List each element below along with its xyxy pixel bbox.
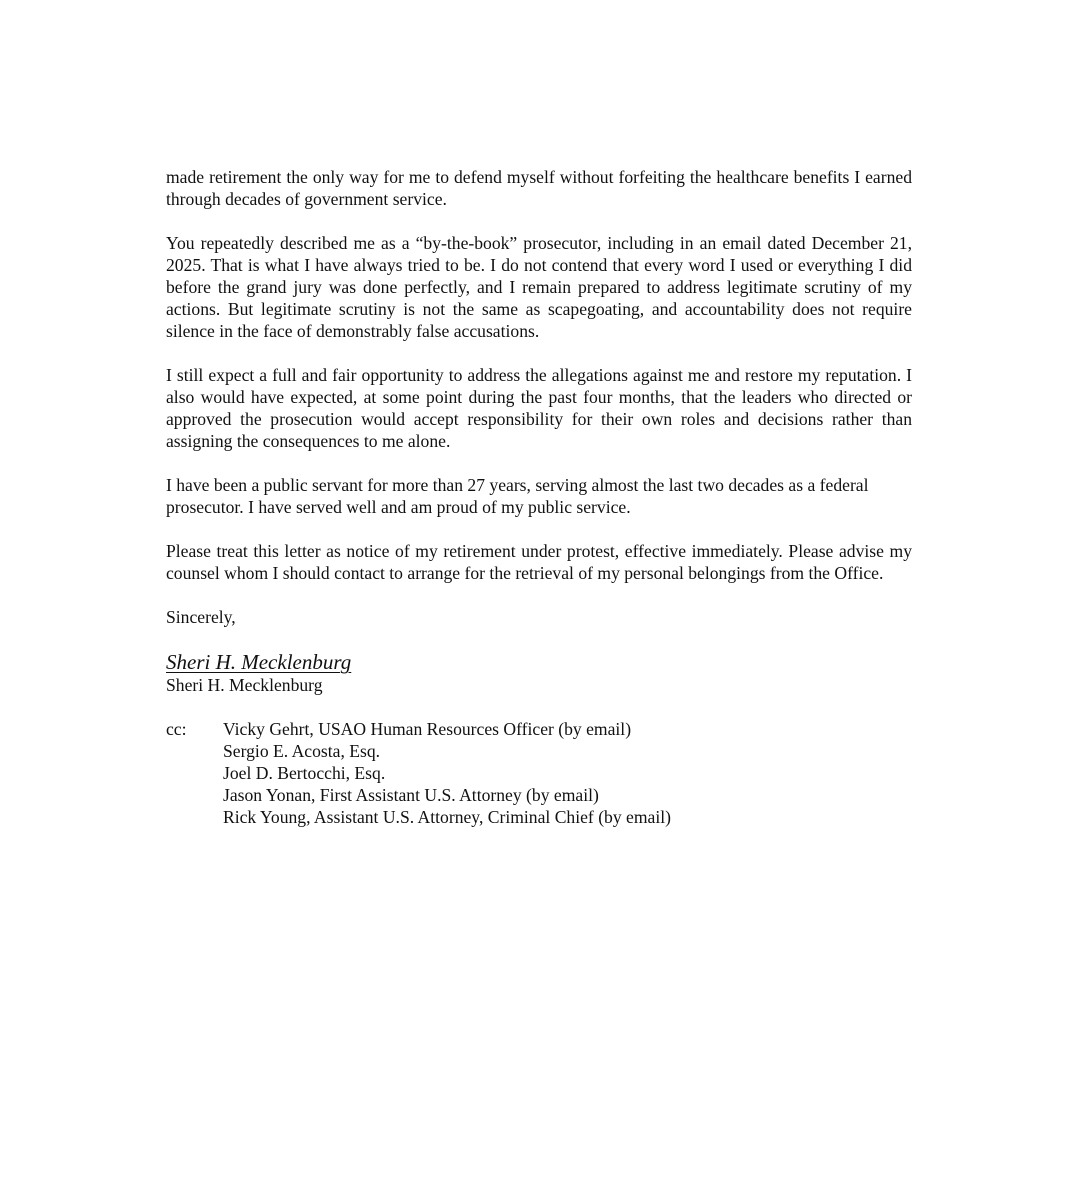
paragraph-3: I still expect a full and fair opportunity to address the allegations against me and restore my reputation. I also would have expected, at some point during the past four months, that the leaders who directed or approved the prosecution would accept responsibility for their own roles and decisions rather than assigning the consequences to me alone. xyxy=(166,365,912,451)
cc-recipient: Joel D. Bertocchi, Esq. xyxy=(223,763,386,783)
closing-salutation: Sincerely, xyxy=(166,607,236,627)
paragraph-5: Please treat this letter as notice of my retirement under protest, effective immediately. Please advise my counsel whom I should contact to arrange for the retrieval of my personal belongings from the Office. xyxy=(166,541,912,583)
signature-block xyxy=(166,650,912,696)
cc-recipient-list xyxy=(223,718,671,828)
cc-recipient: Vicky Gehrt, USAO Human Resources Officer (by email) xyxy=(223,719,632,739)
signature-script: Sheri H. Mecklenburg xyxy=(166,650,352,674)
cc-recipient: Sergio E. Acosta, Esq. xyxy=(223,741,381,761)
cc-recipient: Jason Yonan, First Assistant U.S. Attorney (by email) xyxy=(223,785,599,805)
letter-body xyxy=(166,166,912,828)
paragraph-4: I have been a public servant for more than 27 years, serving almost the last two decades as a federal prosecutor. I have served well and am proud of my public service. xyxy=(166,475,869,517)
signature-printed-name: Sheri H. Mecklenburg xyxy=(166,675,323,695)
cc-recipient: Rick Young, Assistant U.S. Attorney, Criminal Chief (by email) xyxy=(223,807,671,827)
paragraph-1: made retirement the only way for me to defend myself without forfeiting the healthcare benefits I earned through decades of government service. xyxy=(166,167,912,209)
paragraph-2: You repeatedly described me as a “by-the-book” prosecutor, including in an email dated December 21, 2025. That is what I have always tried to be. I do not contend that every word I used or everything I did before the grand jury was done perfectly, and I remain prepared to address legitimate scrutiny of my actions. But legitimate scrutiny is not the same as scapegoating, and accountability does not require silence in the face of demonstrably false accusations. xyxy=(166,233,912,341)
cc-block xyxy=(166,718,912,828)
cc-label: cc: xyxy=(166,719,187,739)
